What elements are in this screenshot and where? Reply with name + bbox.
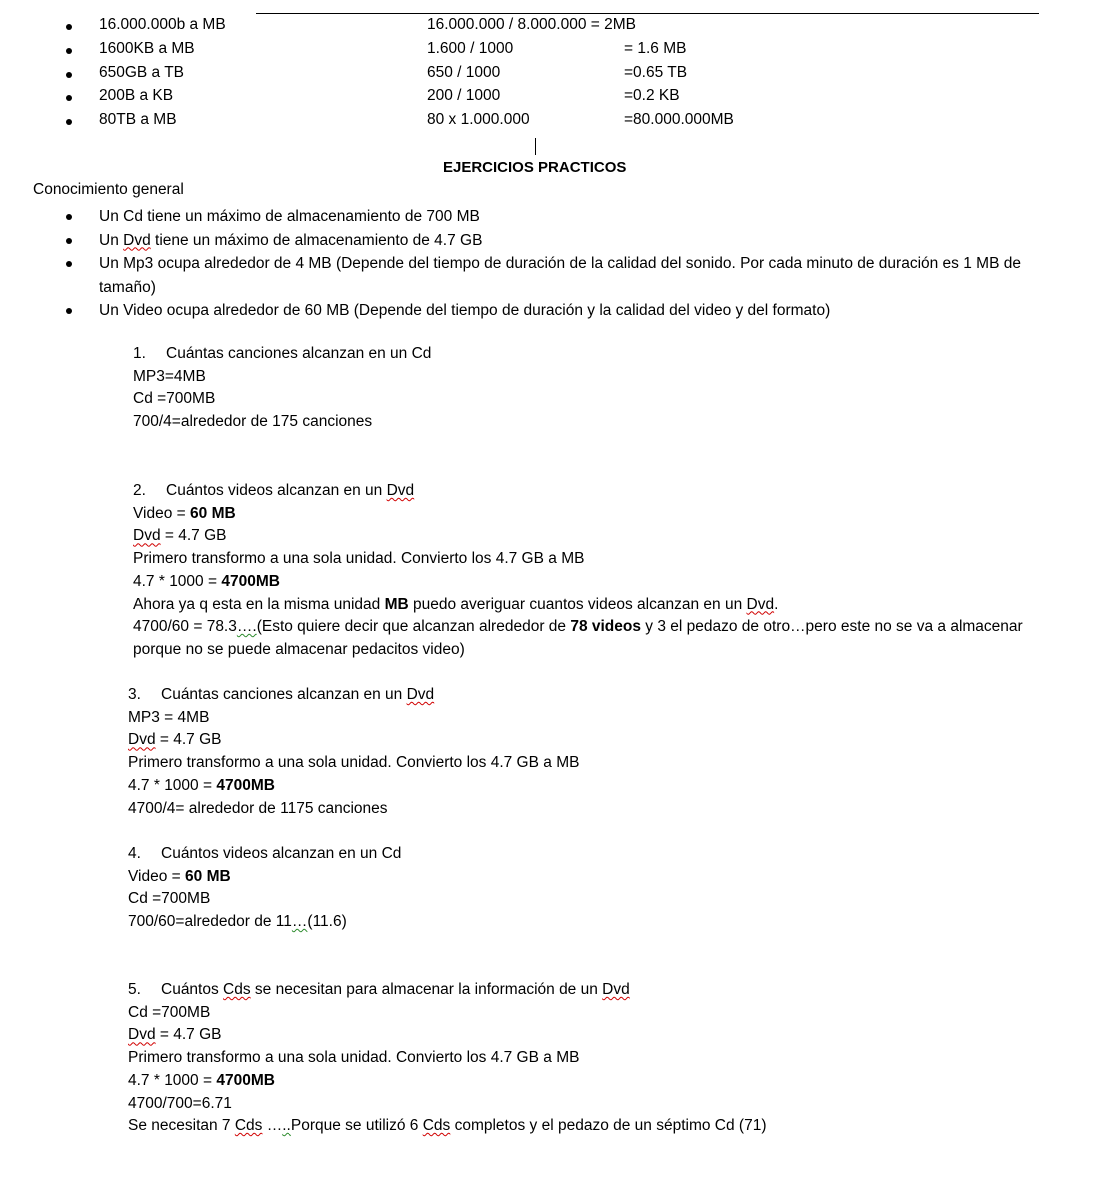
exercise-line: Primero transformo a una sola unidad. Convierto los 4.7 GB a MB [133, 550, 585, 568]
conversion-label: 1600KB a MB [99, 39, 195, 57]
bullet-icon [66, 214, 72, 220]
bullet-icon [66, 238, 72, 244]
question-text: Cuántas canciones alcanzan en un [161, 686, 407, 703]
conversion-operation: 16.000.000 / 8.000.000 = 2MB [427, 16, 636, 33]
exercise-line [128, 729, 1028, 752]
exercise-question [133, 480, 1033, 503]
list-item [0, 299, 1029, 323]
line-text: 4.7 * 1000 = [128, 1071, 217, 1089]
exercise-question [128, 684, 1028, 707]
line-text: Porque se utilizó 6 [290, 1117, 423, 1135]
exercise-line: Primero transformo a una sola unidad. Convierto los 4.7 GB a MB [128, 1049, 580, 1067]
conversion-operation: 1.600 / 1000 [427, 39, 514, 57]
list-item [0, 205, 1029, 229]
question-text: Cuántos videos alcanzan en un [166, 482, 387, 499]
question-text: Cuántas canciones alcanzan en un Cd [166, 345, 432, 362]
spellcheck-word: Dvd [128, 1026, 156, 1044]
exercise-number: 1. [133, 345, 146, 362]
exercise-line [128, 775, 1028, 798]
line-text: Video = [133, 504, 191, 522]
line-text: y 3 el pedazo de otro…pero este no se va a almacenar porque no se puede almacenar pedacitos video) [133, 618, 1023, 658]
exercise-line: Cd =700MB [133, 390, 216, 408]
bullet-icon [66, 24, 72, 30]
line-text: 700/60=alrededor de 11 [128, 913, 292, 931]
bold-value: 4700MB [216, 1071, 275, 1089]
exercise-result [133, 616, 1023, 661]
conversion-operation: 650 / 1000 [427, 63, 501, 81]
list-item-text: Un [99, 231, 124, 249]
exercise-line: 4700/700=6.71 [128, 1094, 232, 1112]
line-text: Se necesitan 7 [128, 1117, 235, 1135]
exercise-number: 3. [128, 686, 141, 703]
top-rule [256, 13, 1039, 14]
exercise-2 [133, 480, 1033, 662]
conversion-operation: 200 / 1000 [427, 87, 501, 105]
conversion-row [0, 16, 1112, 40]
bullet-icon [66, 95, 72, 101]
exercise-question [128, 843, 1028, 866]
spellcheck-word: Dvd [746, 595, 775, 613]
line-text: 4700/60 = 78.3 [133, 618, 237, 636]
exercise-4 [128, 843, 1028, 934]
exercise-line: Primero transformo a una sola unidad. Convierto los 4.7 GB a MB [128, 754, 580, 772]
conversion-label: 650GB a TB [99, 63, 185, 81]
exercise-number: 2. [133, 482, 146, 499]
spellcheck-word: Dvd [133, 527, 161, 545]
section-heading: Conocimiento general [33, 181, 184, 198]
list-item-text: Un Mp3 ocupa alrededor de 4 MB (Depende del tiempo de duración de la calidad del sonido. Por cada minuto de duración es 1 MB de tamaño) [99, 255, 1021, 296]
grammar-mark: … [291, 913, 308, 931]
exercise-1 [133, 343, 1033, 434]
list-item [0, 229, 1029, 253]
bold-value: 4700MB [216, 776, 275, 794]
conversion-result: =80.000.000MB [624, 111, 734, 129]
grammar-mark: .. [282, 1117, 291, 1135]
spellcheck-word: Cds [234, 1117, 263, 1135]
spellcheck-word: Dvd [386, 482, 415, 499]
bullet-icon [66, 48, 72, 54]
exercise-number: 5. [128, 981, 141, 998]
bold-value: 60 MB [190, 504, 236, 522]
exercise-result: 700/4=alrededor de 175 canciones [133, 413, 373, 431]
list-item-text: tiene un máximo de almacenamiento de 4.7 GB [150, 231, 483, 249]
exercise-line [128, 866, 1028, 889]
exercise-line [133, 525, 1033, 548]
spellcheck-word: Cds [422, 1117, 451, 1135]
line-text: puedo averiguar cuantos videos alcanzan en un [408, 595, 747, 613]
exercise-5 [128, 979, 1028, 1138]
line-text: 4.7 * 1000 = [128, 776, 217, 794]
bold-value: MB [384, 595, 409, 613]
exercise-line [128, 1024, 1028, 1047]
conversion-row [0, 40, 1112, 64]
bold-value: 4700MB [221, 572, 280, 590]
bold-value: 78 videos [570, 618, 641, 636]
bullet-icon [66, 308, 72, 314]
page-title: EJERCICIOS PRACTICOS [443, 159, 627, 176]
exercise-question [133, 343, 1033, 366]
conversion-row [0, 64, 1112, 88]
list-item-text: Un Video ocupa alrededor de 60 MB (Depende del tiempo de duración y la calidad del video y del formato) [99, 302, 831, 319]
list-item-text: Un Cd tiene un máximo de almacenamiento de 700 MB [99, 208, 480, 225]
conversion-label: 16.000.000b a MB [99, 16, 226, 33]
bullet-icon [66, 72, 72, 78]
exercise-result: 4700/4= alrededor de 1175 canciones [128, 799, 388, 817]
conversion-result: =0.65 TB [624, 63, 688, 81]
conversion-label: 80TB a MB [99, 111, 177, 129]
spellcheck-word: Dvd [128, 731, 156, 749]
spellcheck-word: Dvd [123, 231, 151, 249]
spellcheck-word: Dvd [406, 686, 435, 703]
exercise-3 [128, 684, 1028, 820]
question-text: se necesitan para almacenar la información de un [250, 981, 603, 998]
conversion-list [0, 16, 1112, 135]
line-text: = 4.7 GB [155, 731, 222, 749]
exercise-line: Cd =700MB [128, 890, 211, 908]
exercise-line: MP3 = 4MB [128, 708, 210, 726]
text-cursor [535, 138, 536, 155]
bullet-icon [66, 261, 72, 267]
spellcheck-word: Cds [223, 981, 251, 998]
grammar-mark: …. [236, 618, 257, 636]
exercise-result [128, 911, 1028, 934]
conversion-row [0, 87, 1112, 111]
bold-value: 60 MB [185, 867, 231, 885]
exercise-line [133, 503, 1033, 526]
question-text: Cuántos videos alcanzan en un Cd [161, 845, 402, 862]
conversion-label: 200B a KB [99, 87, 174, 105]
line-text: 4.7 * 1000 = [133, 572, 222, 590]
spellcheck-word: Dvd [602, 981, 630, 998]
line-text: completos y el pedazo de un séptimo Cd (71) [450, 1117, 767, 1135]
conversion-row [0, 111, 1112, 135]
conversion-result: =0.2 KB [624, 87, 680, 105]
line-text: (Esto quiere decir que alcanzan alrededor de [256, 618, 571, 636]
line-text: … [262, 1117, 283, 1135]
list-item [0, 252, 1029, 299]
exercise-line [128, 1070, 1028, 1093]
bullet-icon [66, 119, 72, 125]
exercise-number: 4. [128, 845, 141, 862]
line-text: . [774, 595, 779, 613]
exercise-line [133, 571, 1033, 594]
conversion-operation: 80 x 1.000.000 [427, 111, 530, 129]
line-text: Video = [128, 867, 186, 885]
line-text: Ahora ya q esta en la misma unidad [133, 595, 385, 613]
line-text: (11.6) [307, 913, 347, 931]
exercise-line: MP3=4MB [133, 367, 206, 385]
exercise-line: Cd =700MB [128, 1003, 211, 1021]
exercise-line [133, 594, 1033, 617]
conversion-result: = 1.6 MB [624, 39, 687, 57]
question-text: Cuántos [161, 981, 224, 998]
general-knowledge-list [0, 205, 1112, 323]
line-text: = 4.7 GB [160, 527, 227, 545]
exercise-result [128, 1115, 1028, 1138]
line-text: = 4.7 GB [155, 1026, 222, 1044]
exercise-question [128, 979, 1028, 1002]
